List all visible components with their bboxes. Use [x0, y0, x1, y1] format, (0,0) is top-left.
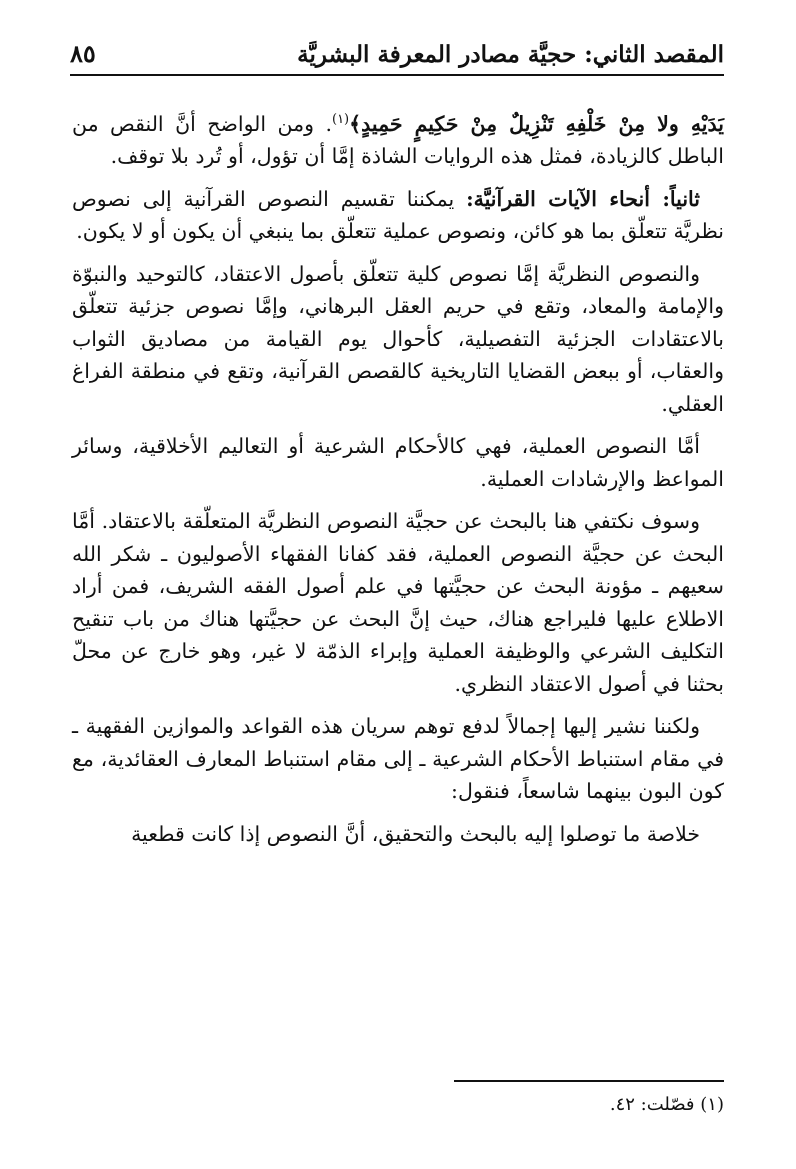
paragraph-1-text: . ومن الواضح أنَّ النقص من الباطل كالزيادة، فمثل هذه الروايات الشاذة إمَّا أن تؤول، أو تُرد بلا توقف.: [72, 111, 724, 169]
footnote: (١) فصّلت: ٤٢.: [609, 1094, 724, 1115]
quran-verse: يَدَيْهِ ولا مِنْ خَلْفِهِ تَنْزِيلٌ مِنْ حَكِيمٍ حَمِيدٍ﴾: [349, 111, 724, 136]
page-header: [70, 28, 724, 76]
paragraph-3: والنصوص النظريَّة إمَّا نصوص كلية تتعلّق بأصول الاعتقاد، كالتوحيد والنبوّة والإمامة والمعاد، وتقع في حريم العقل البرهاني، وإمَّا نصوص جزئية تتعلّق بالاعتقادات الجزئية التفصيلية، كأحوال يوم القيامة من مصاديق الثواب والعقاب، أو ببعض القضايا التاريخية كالقصص القرآنية، وتقع في منطقة الفراغ العقلي.: [72, 261, 724, 416]
paragraph-4: أمَّا النصوص العملية، فهي كالأحكام الشرعية أو التعاليم الأخلاقية، وسائر المواعظ والإرشادات العملية.: [72, 434, 724, 491]
paragraph-6: ولكننا نشير إليها إجمالاً لدفع توهم سريان هذه القواعد والموازين الفقهية ـ في مقام استنباط الأحكام الشرعية ـ إلى مقام استنباط المعارف العقائدية، مع كون البون بينهما شاسعاً، فنقول:: [72, 714, 724, 804]
paragraph-7: خلاصة ما توصلوا إليه بالبحث والتحقيق، أنَّ النصوص إذا كانت قطعية: [131, 821, 700, 846]
footnote-ref: (١): [331, 112, 350, 127]
running-title: المقصد الثاني: حجيَّة مصادر المعرفة البشريَّة: [297, 41, 724, 68]
section-heading: ثانياً: أنحاء الآيات القرآنيَّة:: [466, 186, 701, 211]
footnote-divider: [454, 1080, 724, 1082]
paragraph-2-text: يمكننا تقسيم النصوص القرآنية إلى نصوص نظريَّة تتعلّق بما هو كائن، ونصوص عملية تتعلّق بما ينبغي أن يكون أو لا يكون.: [72, 186, 724, 244]
paragraph-5: وسوف نكتفي هنا بالبحث عن حجيَّة النصوص النظريَّة المتعلّقة بالاعتقاد. أمَّا البحث عن حجيَّة النصوص العملية، فقد كفانا الفقهاء الأصوليون ـ شكر الله سعيهم ـ مؤونة البحث عن حجيَّتها في علم أصول الفقه الشريف، فمن أراد الاطلاع عليها فليراجع هناك، حيث إنَّ البحث عن حجيَّتها هناك من باب تنقيح التكليف الشرعي والوظيفة العملية وإبراء الذمّة لا غير، وهو خارج عن محلّ بحثنا في أصول الاعتقاد النظري.: [72, 509, 724, 696]
page-body: [72, 104, 724, 860]
page-number: ٨٥: [70, 39, 96, 68]
paragraph-2: [72, 183, 724, 248]
paragraph-1: [72, 104, 724, 173]
